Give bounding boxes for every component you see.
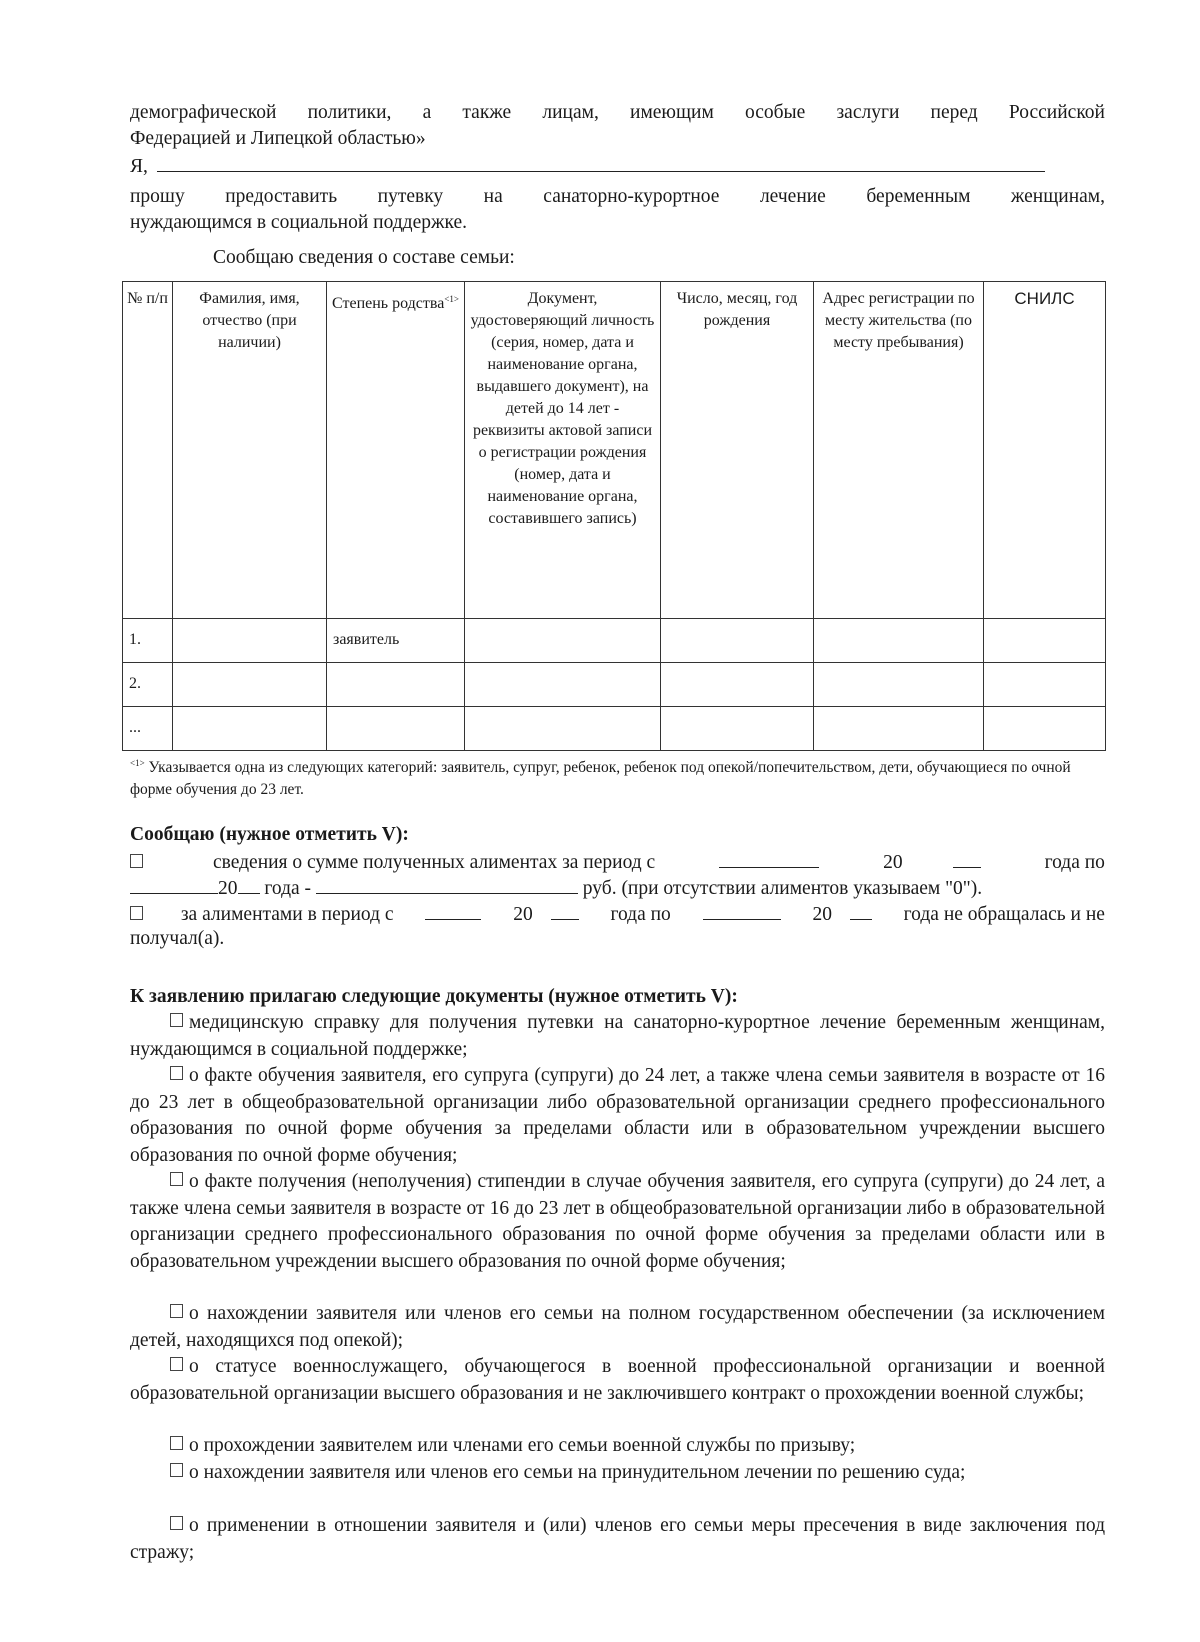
document-checkbox[interactable] — [170, 1463, 183, 1477]
applicant-name-line — [130, 152, 1105, 180]
document-checkbox[interactable] — [170, 1066, 183, 1080]
document-item — [130, 1460, 1105, 1487]
ref-marker: <1> — [444, 294, 459, 304]
col-header-snils: СНИЛС — [984, 282, 1106, 619]
ya-label: Я, — [130, 156, 148, 177]
alimony-heading: Сообщаю (нужное отметить V): — [130, 824, 409, 845]
document-item — [130, 1354, 1105, 1407]
relation-cell[interactable]: заявитель — [327, 619, 465, 663]
alimony-rub-label: руб. (при отсутствии алиментов указываем "0"). — [582, 878, 983, 899]
snils-cell[interactable] — [984, 663, 1106, 707]
document-item-text: о нахождении заявителя или членов его семьи на полном государственном обеспечении (за исключением детей, находящихся под опекой); — [130, 1303, 1105, 1351]
no-alimony-period-to-field[interactable] — [703, 900, 781, 920]
name-cell[interactable] — [173, 707, 327, 751]
col-header-address: Адрес регистрации по месту жительства (по месту пребывания) — [814, 282, 984, 619]
document-cell[interactable] — [465, 707, 661, 751]
row-number: ... — [123, 707, 173, 751]
footnote-marker: <1> — [130, 758, 145, 768]
no-alimony-year-prefix-2: 20 — [812, 904, 832, 925]
document-checkbox[interactable] — [170, 1357, 183, 1371]
family-intro: Сообщаю сведения о составе семьи: — [213, 247, 515, 268]
applicant-name-field[interactable] — [157, 152, 1045, 172]
document-item — [130, 1513, 1105, 1566]
birthdate-cell[interactable] — [661, 619, 814, 663]
alimony-not-received-checkbox[interactable] — [130, 906, 143, 920]
birthdate-cell[interactable] — [661, 663, 814, 707]
alimony-option-2-line-2: получал(а). — [130, 928, 225, 949]
alimony-received-checkbox[interactable] — [130, 854, 143, 868]
col-header-document: Документ, удостоверяющий личность (серия, номер, дата и наименование органа, выдавшего документ), на детей до 14 лет - реквизиты актовой записи о регистрации рождения (номер, дата и наименование органа, составившего запись) — [465, 282, 661, 619]
table-row — [123, 663, 1106, 707]
documents-heading: К заявлению прилагаю следующие документы (нужное отметить V): — [130, 986, 738, 1007]
relation-cell[interactable] — [327, 707, 465, 751]
document-checkbox[interactable] — [170, 1304, 183, 1318]
document-item-text: о факте обучения заявителя, его супруга (супруги) до 24 лет, а также члена семьи заявителя в возрасте от 16 до 23 лет в общеобразовательной организации либо образовательной организации среднего профессионального образования по очной форме обучения за пределами области или в образовательном учреждении высшего образования по очной форме обучения; — [130, 1065, 1105, 1166]
document-item-text: о применении в отношении заявителя и (или) членов его семьи меры пресечения в виде заключения под стражу; — [130, 1515, 1105, 1563]
table-row — [123, 707, 1106, 751]
alimony-year-prefix-2: 20 — [218, 878, 238, 899]
name-cell[interactable] — [173, 619, 327, 663]
alimony-option-1-line-1 — [130, 848, 1105, 876]
document-item — [130, 1169, 1105, 1275]
alimony-year-to-field[interactable] — [238, 874, 260, 894]
no-alimony-tail-text: года не обращалась и не — [903, 904, 1105, 925]
col-header-relation-label: Степень родства — [332, 295, 445, 312]
family-table-header — [123, 282, 1106, 619]
document-cell[interactable] — [465, 663, 661, 707]
document-item-text: медицинскую справку для получения путевки на санаторно-курортное лечение беременным женщинам, нуждающимся в социальной поддержке; — [130, 1012, 1105, 1060]
address-cell[interactable] — [814, 707, 984, 751]
snils-cell[interactable] — [984, 707, 1106, 751]
col-header-name: Фамилия, имя, отчество (при наличии) — [173, 282, 327, 619]
document-item-text: о факте получения (неполучения) стипендии в случае обучения заявителя, его супруга (супруги) до 24 лет, а также члена семьи заявителя в возрасте от 16 до 23 лет в общеобразовательной организации либо в образовательной организации среднего профессионального образования по очной форме обучения за пределами области или в образовательном учреждении высшего образования по очной форме обучения; — [130, 1171, 1105, 1272]
document-item-text: о статусе военнослужащего, обучающегося в военной профессиональной организации и военной образовательной организации высшего образования и не заключившего контракт о прохождении военной службы; — [130, 1356, 1105, 1404]
document-checkbox[interactable] — [170, 1436, 183, 1450]
intro-line-2: Федерацией и Липецкой областью» — [130, 128, 426, 149]
document-checkbox[interactable] — [170, 1172, 183, 1186]
alimony-period-to-field[interactable] — [130, 874, 218, 894]
document-item-text: о нахождении заявителя или членов его семьи на принудительном лечении по решению суда; — [189, 1462, 966, 1483]
alimony-period-from-field[interactable] — [719, 848, 819, 868]
alimony-amount-field[interactable] — [316, 874, 578, 894]
no-alimony-year-prefix: 20 — [513, 904, 533, 925]
table-row — [123, 619, 1106, 663]
no-alimony-period-from-field[interactable] — [425, 900, 481, 920]
document-item — [130, 1010, 1105, 1063]
alimony-not-received-text: за алиментами в период с — [180, 904, 394, 925]
document-checkbox[interactable] — [170, 1516, 183, 1530]
relation-cell[interactable] — [327, 663, 465, 707]
row-number: 2. — [123, 663, 173, 707]
document-item — [130, 1063, 1105, 1169]
alimony-year-from-field[interactable] — [953, 848, 981, 868]
intro-line-5: нуждающимся в социальной поддержке. — [130, 212, 468, 233]
row-number: 1. — [123, 619, 173, 663]
intro-line-1: демографической политики, а также лицам, имеющим особые заслуги перед Российской — [130, 102, 1105, 123]
no-alimony-year-from-field[interactable] — [551, 900, 579, 920]
alimony-to-label: года по — [1044, 852, 1105, 873]
alimony-option-1-line-2 — [130, 874, 1105, 902]
address-cell[interactable] — [814, 663, 984, 707]
name-cell[interactable] — [173, 663, 327, 707]
document-cell[interactable] — [465, 619, 661, 663]
col-header-number: № п/п — [123, 282, 173, 619]
snils-cell[interactable] — [984, 619, 1106, 663]
document-item-text: о прохождении заявителем или членами его семьи военной службы по призыву; — [189, 1435, 856, 1456]
family-table — [122, 281, 1106, 751]
no-alimony-to-label: года по — [610, 904, 671, 925]
document-checkbox[interactable] — [170, 1013, 183, 1027]
address-cell[interactable] — [814, 619, 984, 663]
alimony-dash-label: года - — [264, 878, 312, 899]
birthdate-cell[interactable] — [661, 707, 814, 751]
footnote-text: Указывается одна из следующих категорий: заявитель, супруг, ребенок, ребенок под опекой/попечительством, дети, обучающиеся по очной форме обучения до 23 лет. — [130, 759, 1071, 798]
alimony-year-prefix: 20 — [883, 852, 903, 873]
intro-line-4: прошу предоставить путевку на санаторно-курортное лечение беременным женщинам, — [130, 186, 1105, 207]
alimony-received-text: сведения о сумме полученных алиментах за период с — [212, 852, 656, 873]
document-item — [130, 1301, 1105, 1354]
table-footnote — [130, 752, 1105, 801]
alimony-option-2-line-1 — [130, 900, 1105, 928]
document-item — [130, 1433, 1105, 1460]
no-alimony-year-to-field[interactable] — [850, 900, 872, 920]
col-header-relation — [327, 282, 465, 619]
col-header-birthdate: Число, месяц, год рождения — [661, 282, 814, 619]
